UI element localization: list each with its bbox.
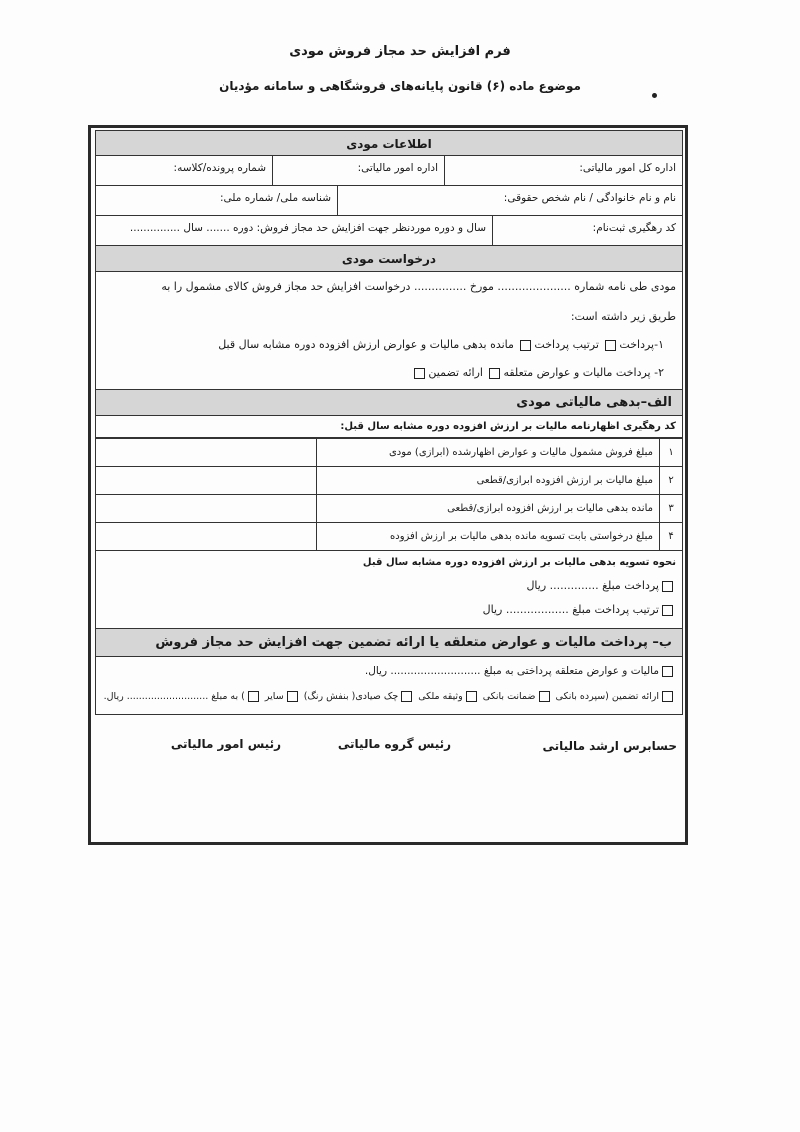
debt-table (95, 438, 683, 551)
debt-row-description: مانده بدهی مالیات بر ارزش افزوده ابرازی/قطعی (317, 495, 660, 523)
signature-area (95, 715, 683, 775)
section-b-line-1: مالیات و عوارض متعلقه پرداختی به مبلغ ........................... ریال. (365, 665, 682, 677)
sig-office-head: رئیس امور مالیاتی (170, 737, 281, 751)
debt-row (96, 523, 683, 551)
info-row-name (95, 186, 683, 216)
debt-row-amount-field[interactable] (96, 467, 317, 495)
file-number-field[interactable]: شماره پرونده/کلاسه: (173, 162, 266, 174)
checkbox-bank-deposit[interactable] (539, 691, 550, 702)
debt-row-description: مبلغ درخواستی بابت تسویه مانده بدهی مالیات بر ارزش افزوده (317, 523, 660, 551)
ink-dot (652, 93, 657, 98)
request-line-1: مودی طی نامه شماره ..................... مورخ ............... درخواست افزایش حد مجاز فروش کالای مشمول را به (161, 280, 676, 293)
info-row-period (95, 216, 683, 246)
taxpayer-info-heading: اطلاعات مودی (95, 130, 683, 156)
request-heading: درخواست مودی (95, 246, 683, 272)
settlement-pay: پرداخت مبلغ .............. ریال (526, 579, 682, 592)
info-row-offices (95, 156, 683, 186)
checkbox-other[interactable] (248, 691, 259, 702)
checkbox-settle-pay[interactable] (662, 581, 673, 592)
checkbox-guarantee[interactable] (414, 368, 425, 379)
section-a-heading: الف–بدهی مالیاتی مودی (95, 390, 683, 416)
checkbox-paid-tax[interactable] (662, 666, 673, 677)
debt-row-description: مبلغ فروش مشمول مالیات و عوارض اظهارشده (ابرازی) مودی (317, 439, 660, 467)
checkbox-guarantee-b[interactable] (662, 691, 673, 702)
general-office-field[interactable]: اداره کل امور مالیاتی: (444, 156, 682, 185)
checkbox-bank-guarantee[interactable] (466, 691, 477, 702)
debt-row-number: ۴ (660, 523, 683, 551)
form-title: فرم افزایش حد مجاز فروش مودی (289, 44, 511, 59)
request-line-2: طریق زیر داشته است: (570, 310, 676, 323)
section-a-subheading: کد رهگیری اظهارنامه مالیات بر ارزش افزوده دوره مشابه سال قبل: (95, 416, 683, 438)
checkbox-installment[interactable] (520, 340, 531, 351)
request-option-1: ۱-پرداخت ترتیب پرداخت مانده بدهی مالیات و عوارض ارزش افزوده دوره مشابه سال قبل (218, 338, 664, 351)
sig-group-head: رئیس گروه مالیاتی (337, 737, 451, 751)
name-field[interactable]: نام و نام خانوادگی / نام شخص حقوقی: (337, 186, 682, 215)
settlement-installment: ترتیب پرداخت مبلغ .................. ریال (483, 603, 682, 616)
debt-row-description: مبلغ مالیات بر ارزش افزوده ابرازی/قطعی (317, 467, 660, 495)
checkbox-pay[interactable] (605, 340, 616, 351)
checkbox-pay-tax[interactable] (489, 368, 500, 379)
debt-row-number: ۲ (660, 467, 683, 495)
section-b-heading: ب– پرداخت مالیات و عوارض متعلقه یا ارائه تضمین جهت افزایش حد مجاز فروش (95, 629, 683, 657)
period-field[interactable]: سال و دوره موردنظر جهت افزایش حد مجاز فروش: دوره ....... سال ............... (129, 222, 486, 234)
debt-row-number: ۳ (660, 495, 683, 523)
form-body (95, 130, 683, 775)
sig-auditor: حسابرس ارشد مالیاتی (542, 739, 677, 753)
debt-row (96, 439, 683, 467)
section-b-line-2: ارائه تضمین (سپرده بانکی ضمانت بانکی وثیقه ملکی چک صیادی( بنفش رنگ) سایر ) به مبلغ ........................... ریال. (104, 691, 682, 702)
checkbox-property-collateral[interactable] (401, 691, 412, 702)
debt-row-amount-field[interactable] (96, 495, 317, 523)
debt-row (96, 495, 683, 523)
checkbox-settle-installment[interactable] (662, 605, 673, 616)
debt-row (96, 467, 683, 495)
debt-row-number: ۱ (660, 439, 683, 467)
section-b-block (95, 657, 683, 715)
tracking-code-field[interactable]: کد رهگیری ثبت‌نام: (492, 216, 682, 245)
debt-row-amount-field[interactable] (96, 439, 317, 467)
form-subtitle: موضوع ماده (۶) قانون پایانه‌های فروشگاهی و سامانه مؤدیان (219, 79, 581, 93)
tax-office-field[interactable]: اداره امور مالیاتی: (272, 156, 444, 185)
checkbox-sayad-cheque[interactable] (287, 691, 298, 702)
settlement-block (95, 551, 683, 629)
request-option-2: ۲- پرداخت مالیات و عوارض متعلقه ارائه تضمین (411, 366, 670, 379)
request-block (95, 272, 683, 390)
debt-row-amount-field[interactable] (96, 523, 317, 551)
settlement-heading: نحوه تسویه بدهی مالیات بر ارزش افزوده دوره مشابه سال قبل (362, 557, 676, 568)
national-id-field[interactable]: شناسه ملی/ شماره ملی: (219, 192, 331, 204)
